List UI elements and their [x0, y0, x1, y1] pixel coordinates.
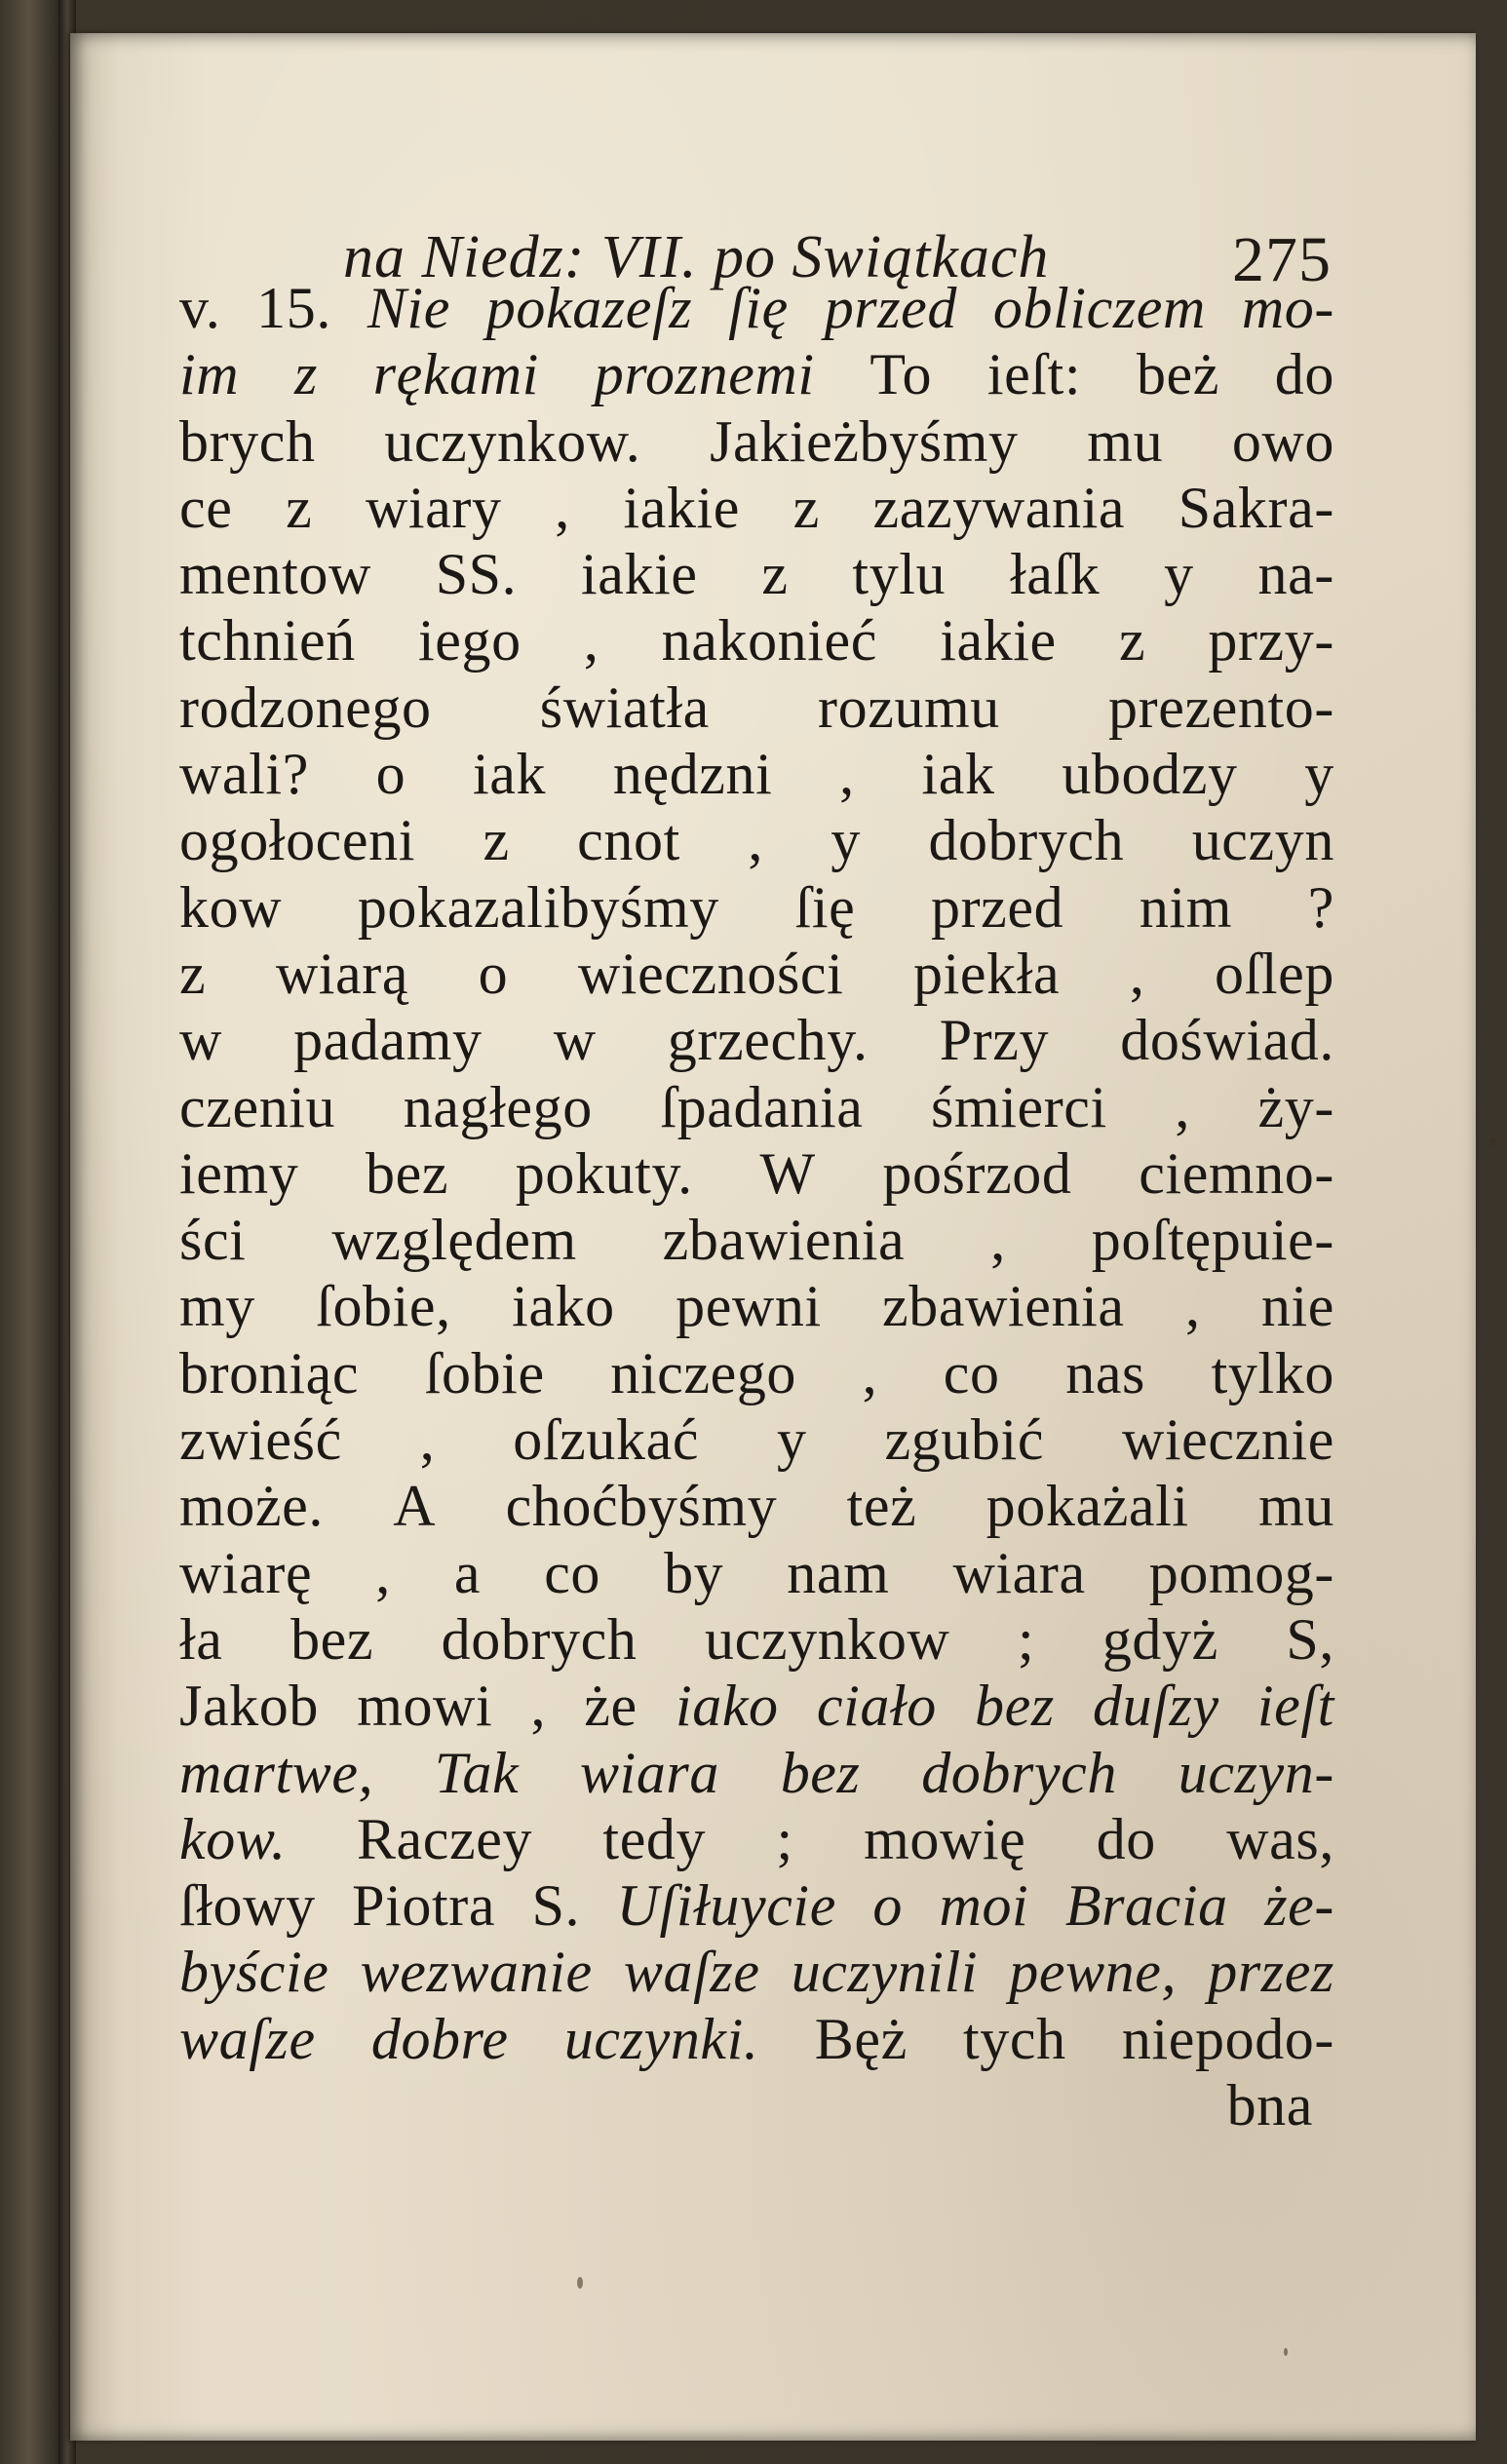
word: ?: [1307, 874, 1334, 940]
word: o: [375, 742, 406, 807]
word: wiarą: [275, 941, 409, 1006]
word: W: [759, 1140, 816, 1206]
text-line: [179, 1673, 1334, 1739]
word: A: [393, 1474, 437, 1539]
word: rodzonego: [179, 674, 432, 740]
word: zazywania: [872, 475, 1126, 540]
word: y: [1304, 742, 1334, 807]
word: też: [846, 1474, 917, 1539]
text-line: [179, 1406, 1334, 1473]
word: uczyn: [1191, 808, 1334, 873]
paper-spot: [1489, 1138, 1496, 1145]
word: ,: [583, 608, 599, 674]
text-line: [179, 1872, 1334, 1939]
word: tylu: [852, 542, 947, 607]
word: ieſt:: [986, 342, 1082, 407]
word: światła: [539, 674, 710, 740]
word: z: [483, 808, 510, 873]
text-line: [179, 1340, 1334, 1406]
word: ſobie: [424, 1340, 545, 1405]
word: mu: [1258, 1474, 1334, 1539]
word: grzechy.: [667, 1008, 869, 1073]
word: beż: [1136, 342, 1220, 407]
word: do: [1096, 1806, 1156, 1871]
word: was,: [1226, 1806, 1334, 1871]
word: proznemi: [594, 342, 815, 407]
word: nim: [1139, 874, 1233, 940]
text-line: [179, 1074, 1334, 1140]
word: tedy: [602, 1806, 707, 1871]
word: prezento-: [1108, 674, 1334, 740]
text-line: [179, 1140, 1334, 1207]
word: ,: [1175, 1074, 1190, 1139]
word: nędzni: [612, 742, 773, 807]
word: pokazeſz: [485, 276, 693, 340]
word: tych: [963, 2006, 1066, 2071]
word: pomog-: [1148, 1540, 1334, 1605]
word: niczego: [610, 1340, 797, 1405]
word: by: [664, 1540, 724, 1605]
word: co: [943, 1340, 1000, 1405]
word: gdyż: [1101, 1606, 1218, 1672]
word: iemy: [179, 1140, 299, 1206]
word: moi: [939, 1873, 1029, 1939]
word: wiecznie: [1121, 1407, 1334, 1473]
word: ſię: [728, 276, 789, 340]
text-line: [179, 674, 1334, 741]
word: Jakob: [179, 1674, 319, 1739]
paper-spot: [577, 2277, 583, 2289]
word: w: [553, 1008, 597, 1073]
text-line: [179, 475, 1334, 541]
text-line: [179, 541, 1334, 607]
word: z: [286, 475, 313, 540]
word: iak: [921, 742, 995, 807]
word: mu: [1087, 408, 1164, 474]
word: w: [179, 1008, 222, 1073]
word: ciemno-: [1139, 1140, 1334, 1206]
word: iako: [512, 1274, 615, 1339]
word: Nie: [367, 276, 450, 340]
word: ;: [776, 1806, 793, 1871]
word: ſłowy: [179, 1873, 316, 1939]
word: To: [869, 342, 933, 407]
word: łaſk: [1009, 542, 1101, 607]
text-line: [179, 2006, 1334, 2072]
word: niepodo-: [1121, 2006, 1334, 2071]
word: mowię: [864, 1806, 1026, 1871]
word: przed: [931, 874, 1064, 940]
word: zgubić: [884, 1407, 1045, 1473]
word: brych: [179, 408, 316, 474]
word: śmierci: [931, 1074, 1107, 1139]
word: o: [872, 1873, 904, 1939]
word: y: [776, 1407, 807, 1473]
text-line: [179, 1207, 1334, 1273]
word: oſzukać: [513, 1407, 700, 1473]
word: obliczem: [992, 276, 1206, 340]
word: ieſt: [1256, 1674, 1334, 1739]
word: waſze: [623, 1940, 760, 2005]
word: my: [179, 1274, 255, 1339]
text-line: [179, 408, 1334, 475]
word: ,: [419, 1407, 436, 1473]
text-line: [179, 1939, 1334, 2005]
word: pewne,: [1009, 1940, 1178, 2005]
word: nagłego: [403, 1074, 593, 1139]
word: im: [179, 342, 240, 407]
word: iakie: [581, 542, 698, 607]
word: 15.: [256, 276, 331, 340]
word: z: [761, 542, 789, 607]
word: bez: [975, 1674, 1055, 1739]
word: rozumu: [818, 674, 1000, 740]
text-line: [179, 2072, 1334, 2138]
text-line: [179, 941, 1334, 1007]
word: uczynki.: [563, 2006, 759, 2071]
word: pewni: [676, 1274, 822, 1339]
word: tchnień: [179, 608, 356, 674]
text-line: [179, 1606, 1334, 1673]
word: wali?: [179, 742, 309, 807]
word: pokażali: [985, 1474, 1189, 1539]
word: pokuty.: [515, 1140, 693, 1206]
word: waſze: [179, 2006, 316, 2071]
word: iakie: [623, 475, 741, 540]
word: uczynili: [791, 1940, 979, 2005]
word: broniąc: [179, 1340, 360, 1405]
text-line: [179, 1473, 1334, 1539]
word: y: [831, 808, 861, 873]
word: poſtępuie-: [1091, 1208, 1334, 1273]
word: na-: [1257, 542, 1334, 607]
word: wiary: [365, 475, 502, 540]
word: ;: [1017, 1606, 1035, 1672]
word: względem: [331, 1208, 577, 1273]
text-line: [179, 341, 1334, 407]
word: owo: [1231, 408, 1334, 474]
text-line: [179, 607, 1334, 674]
word: mentow: [179, 542, 371, 607]
word: ubodzy: [1062, 742, 1238, 807]
word: ,: [748, 808, 763, 873]
text-line: [179, 1740, 1334, 1806]
word: piekła: [913, 941, 1061, 1006]
body-text: [179, 275, 1334, 2138]
paper-spot: [1284, 2348, 1288, 2356]
word: bna: [1226, 2073, 1313, 2138]
word: Sakra-: [1178, 475, 1334, 540]
word: wiara: [579, 1740, 719, 1805]
word: że-: [1264, 1873, 1334, 1939]
word: SS.: [435, 542, 518, 607]
word: Tak: [434, 1740, 520, 1805]
word: czeniu: [179, 1074, 336, 1139]
word: ,: [1184, 1274, 1201, 1339]
word: dobrych: [441, 1606, 638, 1672]
word: przed: [824, 276, 958, 340]
word: że: [584, 1674, 638, 1739]
word: wezwanie: [360, 1940, 593, 2005]
word: z: [1118, 608, 1146, 674]
word: ce: [179, 475, 233, 540]
word: z: [293, 342, 318, 407]
word: ſię: [794, 874, 856, 940]
word: bez: [366, 1140, 449, 1206]
word: nas: [1065, 1340, 1145, 1405]
word: ſobie,: [316, 1274, 451, 1339]
word: rękami: [372, 342, 539, 407]
word: pokazalibyśmy: [357, 874, 719, 940]
word: uczynkow.: [384, 408, 641, 474]
word: cnot: [577, 808, 680, 873]
word: kow.: [179, 1806, 287, 1871]
word: Uſiłuycie: [616, 1873, 836, 1939]
word: doświad.: [1120, 1008, 1334, 1073]
word: ſpadania: [660, 1074, 864, 1139]
word: ści: [179, 1208, 247, 1273]
word: choćbyśmy: [505, 1474, 778, 1539]
word: y: [1164, 542, 1194, 607]
word: nakonieć: [661, 608, 878, 674]
word: ogołoceni: [179, 808, 416, 873]
word: bez: [780, 1740, 861, 1805]
word: Piotra: [352, 1873, 496, 1939]
text-line: [179, 1540, 1334, 1606]
word: Bęż: [814, 2006, 908, 2071]
word: zbawienia: [882, 1274, 1125, 1339]
word: Bracia: [1064, 1873, 1228, 1939]
word: dobrych: [928, 808, 1125, 873]
word: wiara: [952, 1540, 1086, 1605]
word: nie: [1260, 1274, 1334, 1339]
word: duſzy: [1093, 1674, 1219, 1739]
word: pośrzod: [882, 1140, 1072, 1206]
word: uczyn-: [1178, 1740, 1334, 1805]
word: bez: [290, 1606, 374, 1672]
word: Przy: [939, 1008, 1050, 1073]
word: kow: [179, 874, 283, 940]
word: padamy: [293, 1008, 483, 1073]
word: mo-: [1241, 276, 1334, 340]
word: z: [792, 475, 820, 540]
word: oſlep: [1215, 941, 1334, 1006]
word: a: [453, 1540, 482, 1605]
page-number: 275: [1232, 224, 1332, 295]
text-line: [179, 741, 1334, 807]
word: ,: [862, 1340, 878, 1405]
word: zbawienia: [662, 1208, 906, 1273]
word: ,: [1129, 941, 1145, 1006]
word: iak: [473, 742, 547, 807]
word: tylko: [1211, 1340, 1334, 1405]
word: ży-: [1257, 1074, 1334, 1139]
word: ,: [555, 475, 570, 540]
word: ,: [530, 1674, 547, 1739]
text-line: [179, 1806, 1334, 1872]
text-line: [179, 1007, 1334, 1073]
text-line: [179, 874, 1334, 941]
running-title: na Niedz: VII. po Swiątkach: [343, 224, 1050, 290]
word: dobrych: [921, 1740, 1118, 1805]
word: przez: [1208, 1940, 1334, 2005]
word: ciało: [816, 1674, 937, 1739]
word: ła: [179, 1606, 223, 1672]
word: przy-: [1208, 608, 1334, 674]
word: o: [478, 941, 509, 1006]
word: Raczey: [356, 1806, 533, 1871]
book-page: [70, 33, 1476, 2441]
word: do: [1274, 342, 1334, 407]
word: v.: [179, 276, 221, 340]
word: S,: [1286, 1606, 1334, 1672]
text-line: [179, 1273, 1334, 1339]
word: ,: [839, 742, 855, 807]
word: może.: [179, 1474, 324, 1539]
word: Jakieżbyśmy: [710, 408, 1019, 474]
word: dobre: [370, 2006, 509, 2071]
word: martwe,: [179, 1740, 374, 1805]
word: ,: [375, 1540, 391, 1605]
word: wieczności: [577, 941, 844, 1006]
word: S.: [531, 1873, 581, 1939]
word: zwieść: [179, 1407, 342, 1473]
text-line: [179, 807, 1334, 873]
word: iakie: [940, 608, 1057, 674]
word: mowi: [357, 1674, 493, 1739]
text-line: [179, 275, 1334, 341]
word: nam: [787, 1540, 890, 1605]
word: ,: [990, 1208, 1006, 1273]
word: z: [179, 941, 207, 1006]
word: uczynkow: [705, 1606, 950, 1672]
word: wiarę: [179, 1540, 313, 1605]
word: iako: [675, 1674, 779, 1739]
word: iego: [417, 608, 522, 674]
word: byście: [179, 1940, 329, 2005]
word: co: [544, 1540, 601, 1605]
